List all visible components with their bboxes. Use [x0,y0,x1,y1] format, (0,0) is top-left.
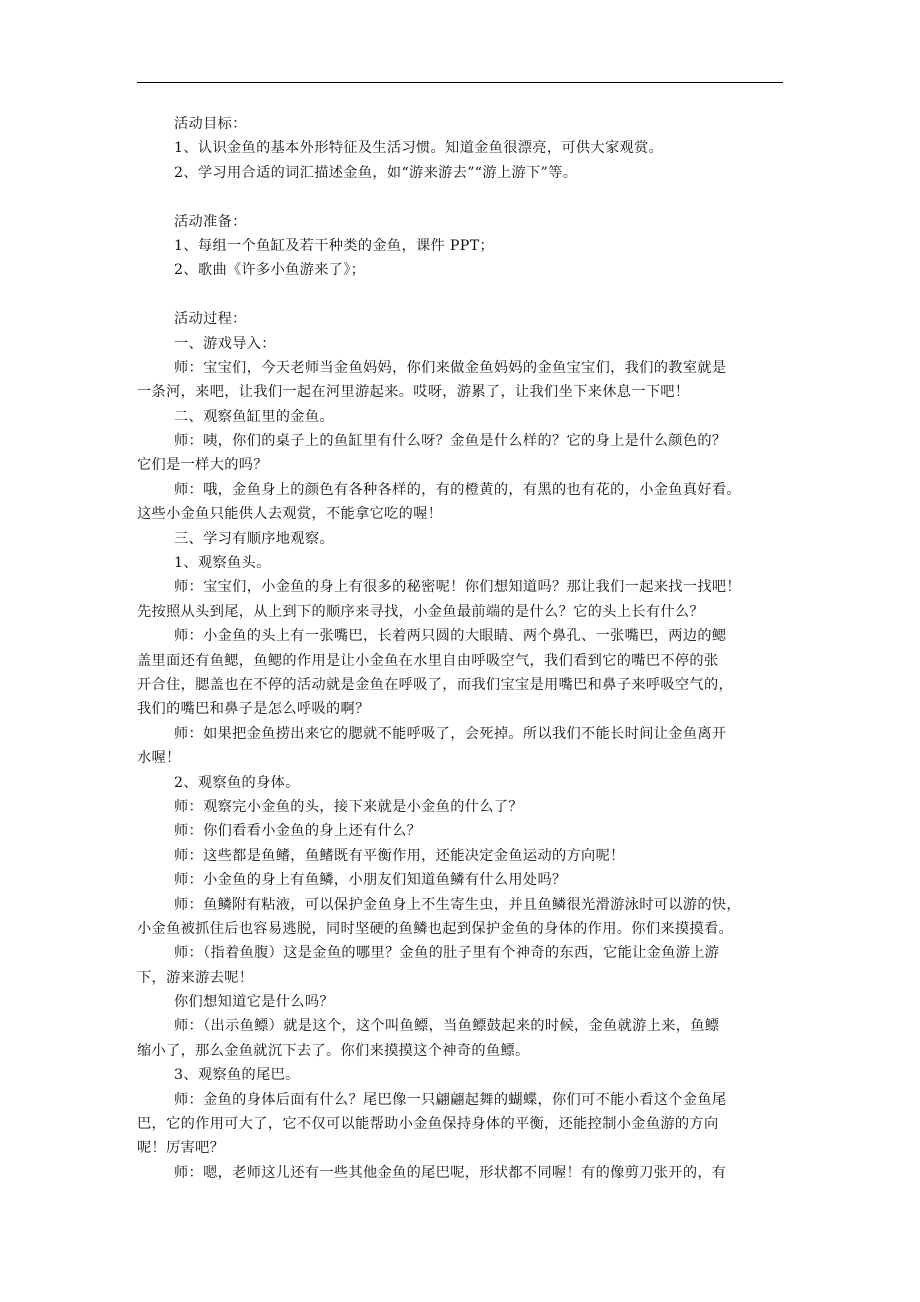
process-line: 下，游来游去呢！ [137,969,254,986]
process-heading: 活动过程： [174,311,247,328]
process-line: 二、观察鱼缸里的金鱼。 [174,408,334,425]
process-line: 师：小金鱼的身上有鱼鳞，小朋友们知道鱼鳞有什么用处吗？ [174,872,567,889]
goals-heading: 活动目标： [174,116,247,132]
process-line: 师：你们看看小金鱼的身上还有什么？ [174,823,422,840]
prep-heading: 活动准备： [174,213,247,230]
process-line: 师：（出示鱼鳔）就是这个，这个叫鱼鳔，当鱼鳔鼓起来的时候，金鱼就游上来，鱼鳔 [174,1018,720,1035]
process-line: 师：鱼鳞附有粘液，可以保护金鱼身上不生寄生虫，并且鱼鳞很光滑游泳时可以游的快， [174,896,741,913]
process-line: 巴，它的作用可大了，它不仅可以能帮助小金鱼保持身体的平衡，还能控制小金鱼游的方向 [137,1116,719,1133]
section-gap [137,185,783,209]
process-line: 师：如果把金鱼捞出来它的腮就不能呼吸了，会死掉。所以我们不能长时间让金鱼离开 [174,725,727,742]
process-line: 先按照从头到尾，从上到下的顺序来寻找，小金鱼最前端的是什么？它的头上长有什么？ [137,603,704,620]
process-line: 师：宝宝们，今天老师当金鱼妈妈，你们来做金鱼妈妈的金鱼宝宝们，我们的教室就是 [174,359,727,376]
process-line: 一条河，来吧，让我们一起在河里游起来。哎呀，游累了，让我们坐下来休息一下吧！ [137,384,690,401]
section-gap [137,283,783,307]
header-rule [137,82,783,83]
process-line: 它们是一样大的吗？ [137,457,268,474]
process-line: 缩小了，那么金鱼就沉下去了。你们来摸摸这个神奇的鱼鳔。 [137,1042,530,1059]
process-line: 师：（指着鱼腹）这是金鱼的哪里？金鱼的肚子里有个神奇的东西，它能让金鱼游上游 [174,945,720,962]
process-body [137,332,783,1186]
process-line: 小金鱼被抓住后也容易逃脱，同时坚硬的鱼鳞也起到保护金鱼的身体的作用。你们来摸摸看。 [137,920,734,937]
process-line: 盖里面还有鱼鳃，鱼鳃的作用是让小金鱼在水里自由呼吸空气，我们看到它的嘴巴不停的张 [137,652,719,669]
process-line: 师：这些都是鱼鳍，鱼鳍既有平衡作用，还能决定金鱼运动的方向呢！ [174,847,625,864]
process-line: 师：金鱼的身体后面有什么？尾巴像一只翩翩起舞的蝴蝶，你们可不能小看这个金鱼尾 [174,1091,727,1108]
process-line: 师：嗯，老师这儿还有一些其他金鱼的尾巴呢，形状都不同喔！有的像剪刀张开的，有 [174,1164,727,1181]
document-body [137,112,783,1185]
process-line: 我们的嘴巴和鼻子是怎么呼吸的啊？ [137,701,370,718]
process-line: 这些小金鱼只能供人去观赏，不能拿它吃的喔！ [137,506,443,523]
process-line: 你们想知道它是什么吗？ [174,994,334,1011]
process-line: 师：宝宝们，小金鱼的身上有很多的秘密呢！你们想知道吗？那让我们一起来找一找吧！ [174,579,741,596]
process-line: 师：咦，你们的桌子上的鱼缸里有什么呀？金鱼是什么样的？它的身上是什么颜色的？ [174,433,727,450]
process-line: 三、学习有顺序地观察。 [174,530,334,547]
process-line: 师：小金鱼的头上有一张嘴巴，长着两只圆的大眼睛、两个鼻孔、一张嘴巴，两边的鳃 [174,628,727,645]
prep-item-1: 1、每组一个鱼缸及若干种类的金鱼，课件 PPT； [174,237,495,254]
process-line: 一、游戏导入： [174,335,276,352]
process-line: 3、观察鱼的尾巴。 [174,1067,300,1084]
process-line: 1、观察鱼头。 [174,555,271,572]
process-line: 开合住，腮盖也在不停的活动就是金鱼在呼吸了，而我们宝宝是用嘴巴和鼻子来呼吸空气的， [137,676,734,693]
process-line: 师：观察完小金鱼的头，接下来就是小金鱼的什么了？ [174,798,523,815]
process-line: 师：哦，金鱼身上的颜色有各种各样的，有的橙黄的，有黑的也有花的，小金鱼真好看。 [174,481,741,498]
process-line: 2、观察鱼的身体。 [174,774,300,791]
goals-item-2: 2、学习用合适的词汇描述金鱼，如“游来游去”“游上游下”等。 [174,164,578,181]
process-line: 水喔！ [137,750,181,767]
goals-item-1: 1、认识金鱼的基本外形特征及生活习惯。知道金鱼很漂亮，可供大家观赏。 [174,140,664,157]
prep-item-2: 2、歌曲《许多小鱼游来了》； [174,262,366,279]
process-line: 呢！厉害吧？ [137,1140,225,1157]
